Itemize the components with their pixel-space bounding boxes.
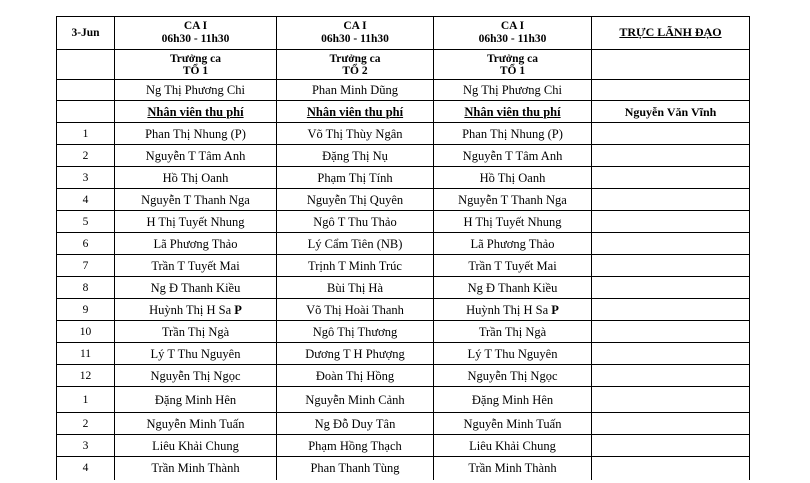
staff-name-text: Trịnh T Minh Trúc bbox=[308, 258, 402, 273]
staff-name bbox=[115, 365, 277, 387]
table-row bbox=[57, 255, 750, 277]
staff-name-text: Nguyễn Minh Cảnh bbox=[305, 392, 405, 407]
table-row bbox=[57, 387, 750, 413]
blank-cell bbox=[592, 211, 750, 233]
staff-name-text: Võ Thị Hoài Thanh bbox=[306, 302, 404, 317]
table-row bbox=[57, 299, 750, 321]
team-head bbox=[434, 50, 592, 80]
staff-name bbox=[434, 123, 592, 145]
shift-name: CA I bbox=[500, 20, 525, 32]
blank-cell bbox=[592, 50, 750, 80]
staff-name-text: Ng Đ Thanh Kiều bbox=[467, 280, 558, 295]
staff-name bbox=[277, 321, 434, 343]
table-row bbox=[57, 123, 750, 145]
staff-name-text: Lý T Thu Nguyên bbox=[467, 346, 558, 361]
shift-time: 06h30 - 11h30 bbox=[161, 33, 230, 45]
table-row bbox=[57, 435, 750, 457]
staff-name bbox=[115, 321, 277, 343]
row-number: 4 bbox=[57, 189, 115, 211]
staff-name bbox=[434, 387, 592, 413]
row-number: 1 bbox=[57, 387, 115, 413]
shift-time: 06h30 - 11h30 bbox=[321, 33, 389, 45]
staff-name-text: Hồ Thị Oanh bbox=[479, 170, 546, 185]
table-row bbox=[57, 343, 750, 365]
staff-name bbox=[277, 167, 434, 189]
staff-name-text: Huỳnh Thị H Sa bbox=[149, 302, 232, 317]
staff-heading: Nhân viên thu phí bbox=[115, 101, 277, 123]
blank-cell bbox=[592, 457, 750, 480]
blank-cell bbox=[592, 167, 750, 189]
team-head-name: Ng Thị Phương Chi bbox=[434, 80, 592, 101]
staff-name bbox=[434, 255, 592, 277]
blank-cell bbox=[592, 387, 750, 413]
staff-name bbox=[434, 277, 592, 299]
staff-name bbox=[115, 233, 277, 255]
staff-name bbox=[434, 145, 592, 167]
staff-name-text: Hồ Thị Oanh bbox=[162, 170, 229, 185]
staff-name bbox=[434, 435, 592, 457]
staff-name bbox=[277, 413, 434, 435]
team-name: TỔ 1 bbox=[182, 64, 209, 77]
row-number: 6 bbox=[57, 233, 115, 255]
staff-name bbox=[434, 343, 592, 365]
blank-cell bbox=[592, 435, 750, 457]
blank-cell bbox=[57, 80, 115, 101]
blank-cell bbox=[592, 277, 750, 299]
table-row bbox=[57, 50, 750, 80]
row-number: 2 bbox=[57, 145, 115, 167]
staff-name-text: Đặng Thị Nụ bbox=[322, 148, 388, 163]
staff-name bbox=[434, 211, 592, 233]
staff-name-text: Trần Minh Thành bbox=[468, 461, 557, 476]
shift-time: 06h30 - 11h30 bbox=[478, 33, 547, 45]
team-head-title: Trưởng ca bbox=[169, 52, 222, 65]
staff-name-text: Trần Thị Ngà bbox=[478, 324, 547, 339]
staff-name-text: Lã Phương Thảo bbox=[470, 236, 555, 251]
staff-name-text: Nguyễn Minh Tuấn bbox=[146, 416, 245, 431]
staff-name bbox=[277, 299, 434, 321]
table-row bbox=[57, 211, 750, 233]
staff-name-text: Nguyễn Thị Ngọc bbox=[150, 368, 241, 383]
row-number: 4 bbox=[57, 457, 115, 480]
staff-name-text: Phan Thị Nhung (P) bbox=[462, 126, 563, 141]
staff-name-text: Lý Cẩm Tiên (NB) bbox=[307, 236, 403, 251]
team-head-name: Phan Minh Dũng bbox=[277, 80, 434, 101]
table-row bbox=[57, 101, 750, 123]
row-number: 12 bbox=[57, 365, 115, 387]
date-cell: 3-Jun bbox=[57, 17, 115, 50]
staff-name bbox=[434, 233, 592, 255]
staff-name bbox=[277, 387, 434, 413]
row-number: 1 bbox=[57, 123, 115, 145]
staff-name-text: Liêu Khải Chung bbox=[469, 438, 556, 453]
staff-name-text: Ng Đỗ Duy Tân bbox=[314, 416, 396, 431]
leader-title: TRỰC LÃNH ĐẠO bbox=[592, 17, 750, 50]
staff-name-text: Ng Đ Thanh Kiều bbox=[150, 280, 241, 295]
blank-cell bbox=[592, 233, 750, 255]
staff-name-text: Võ Thị Thùy Ngân bbox=[307, 126, 403, 141]
team-name: TỔ 2 bbox=[342, 64, 368, 77]
staff-name-text: Trần Minh Thành bbox=[151, 461, 240, 476]
staff-name-text: Nguyễn T Tâm Anh bbox=[462, 148, 563, 163]
team-head bbox=[115, 50, 277, 80]
staff-name bbox=[115, 167, 277, 189]
team-name: TỔ 1 bbox=[499, 64, 526, 77]
blank-cell bbox=[57, 50, 115, 80]
staff-name bbox=[434, 167, 592, 189]
table-row bbox=[57, 167, 750, 189]
staff-name bbox=[277, 457, 434, 480]
staff-name bbox=[115, 211, 277, 233]
row-number: 7 bbox=[57, 255, 115, 277]
staff-name bbox=[434, 321, 592, 343]
staff-name-text: Trần T Tuyết Mai bbox=[151, 258, 240, 273]
staff-name bbox=[115, 299, 277, 321]
row-number: 3 bbox=[57, 167, 115, 189]
staff-name bbox=[115, 435, 277, 457]
shift-name: CA I bbox=[343, 20, 367, 32]
staff-name bbox=[115, 145, 277, 167]
staff-name-text: Phạm Thị Tính bbox=[317, 170, 393, 185]
blank-cell bbox=[592, 189, 750, 211]
staff-name-text: Đoàn Thị Hồng bbox=[315, 368, 395, 383]
staff-name bbox=[434, 413, 592, 435]
blank-cell bbox=[592, 145, 750, 167]
blank-cell bbox=[57, 101, 115, 123]
staff-name-text: Trần Thị Ngà bbox=[161, 324, 230, 339]
staff-name bbox=[115, 189, 277, 211]
staff-name-text: Phan Thanh Tùng bbox=[310, 461, 400, 476]
staff-name bbox=[277, 365, 434, 387]
staff-name-text: Nguyễn T Thanh Nga bbox=[458, 192, 567, 207]
staff-name-text: Huỳnh Thị H Sa bbox=[466, 302, 549, 317]
table-row bbox=[57, 189, 750, 211]
staff-name bbox=[277, 277, 434, 299]
leave-mark: P bbox=[234, 302, 242, 317]
row-number: 3 bbox=[57, 435, 115, 457]
staff-name bbox=[115, 123, 277, 145]
table-row bbox=[57, 233, 750, 255]
staff-name bbox=[115, 277, 277, 299]
row-number: 10 bbox=[57, 321, 115, 343]
team-head bbox=[277, 50, 434, 80]
staff-name-text: Bùi Thị Hà bbox=[326, 280, 384, 295]
blank-cell bbox=[592, 343, 750, 365]
staff-name bbox=[115, 343, 277, 365]
team-head-name: Ng Thị Phương Chi bbox=[115, 80, 277, 101]
staff-name bbox=[277, 343, 434, 365]
staff-name bbox=[277, 189, 434, 211]
staff-name bbox=[277, 123, 434, 145]
staff-name-text: Ngô T Thu Thảo bbox=[313, 214, 397, 229]
blank-cell bbox=[592, 365, 750, 387]
row-number: 5 bbox=[57, 211, 115, 233]
staff-name bbox=[277, 255, 434, 277]
shift-name: CA I bbox=[183, 20, 208, 32]
staff-name-text: Nguyễn T Thanh Nga bbox=[141, 192, 250, 207]
row-number: 11 bbox=[57, 343, 115, 365]
blank-cell bbox=[592, 299, 750, 321]
table-row bbox=[57, 80, 750, 101]
staff-name bbox=[434, 189, 592, 211]
staff-name-text: Lã Phương Thảo bbox=[153, 236, 238, 251]
table-row bbox=[57, 365, 750, 387]
staff-heading: Nhân viên thu phí bbox=[434, 101, 592, 123]
staff-name bbox=[115, 457, 277, 480]
blank-cell bbox=[592, 321, 750, 343]
staff-name-text: Nguyễn Thị Quyên bbox=[306, 192, 404, 207]
row-number: 9 bbox=[57, 299, 115, 321]
staff-name-text: Lý T Thu Nguyên bbox=[150, 346, 241, 361]
blank-cell bbox=[592, 255, 750, 277]
staff-name-text: Dương T H Phượng bbox=[305, 346, 405, 361]
shift-schedule-table bbox=[56, 16, 750, 480]
table-row bbox=[57, 457, 750, 480]
staff-name-text: Nguyễn T Tâm Anh bbox=[145, 148, 246, 163]
staff-name bbox=[115, 413, 277, 435]
staff-name-text: Ngô Thị Thương bbox=[312, 324, 398, 339]
staff-name bbox=[434, 365, 592, 387]
staff-name bbox=[434, 299, 592, 321]
schedule-body bbox=[57, 17, 750, 480]
staff-name-text: Liêu Khải Chung bbox=[152, 438, 239, 453]
team-head-title: Trưởng ca bbox=[329, 52, 381, 65]
staff-name bbox=[115, 387, 277, 413]
staff-name bbox=[115, 255, 277, 277]
staff-heading: Nhân viên thu phí bbox=[277, 101, 434, 123]
table-row bbox=[57, 277, 750, 299]
staff-name-text: Phạm Hồng Thạch bbox=[308, 438, 402, 453]
table-row bbox=[57, 145, 750, 167]
staff-name bbox=[277, 233, 434, 255]
staff-name-text: Nguyễn Minh Tuấn bbox=[463, 416, 562, 431]
staff-name bbox=[277, 211, 434, 233]
staff-name bbox=[277, 145, 434, 167]
table-row bbox=[57, 413, 750, 435]
staff-name-text: Nguyễn Thị Ngọc bbox=[467, 368, 558, 383]
staff-name-text: Đặng Minh Hên bbox=[471, 392, 554, 407]
staff-name bbox=[434, 457, 592, 480]
team-head-title: Trưởng ca bbox=[486, 52, 539, 65]
staff-name-text: Trần T Tuyết Mai bbox=[468, 258, 557, 273]
staff-name-text: Phan Thị Nhung (P) bbox=[145, 126, 246, 141]
shift-header bbox=[277, 17, 434, 50]
blank-cell bbox=[592, 80, 750, 101]
leader-name: Nguyễn Văn Vĩnh bbox=[592, 101, 750, 123]
row-number: 2 bbox=[57, 413, 115, 435]
blank-cell bbox=[592, 413, 750, 435]
staff-name bbox=[277, 435, 434, 457]
table-row bbox=[57, 321, 750, 343]
table-row bbox=[57, 17, 750, 50]
staff-name-text: Đặng Minh Hên bbox=[154, 392, 237, 407]
leave-mark: P bbox=[551, 302, 559, 317]
row-number: 8 bbox=[57, 277, 115, 299]
staff-name-text: H Thị Tuyết Nhung bbox=[146, 214, 245, 229]
shift-header bbox=[434, 17, 592, 50]
shift-header bbox=[115, 17, 277, 50]
staff-name-text: H Thị Tuyết Nhung bbox=[463, 214, 562, 229]
blank-cell bbox=[592, 123, 750, 145]
